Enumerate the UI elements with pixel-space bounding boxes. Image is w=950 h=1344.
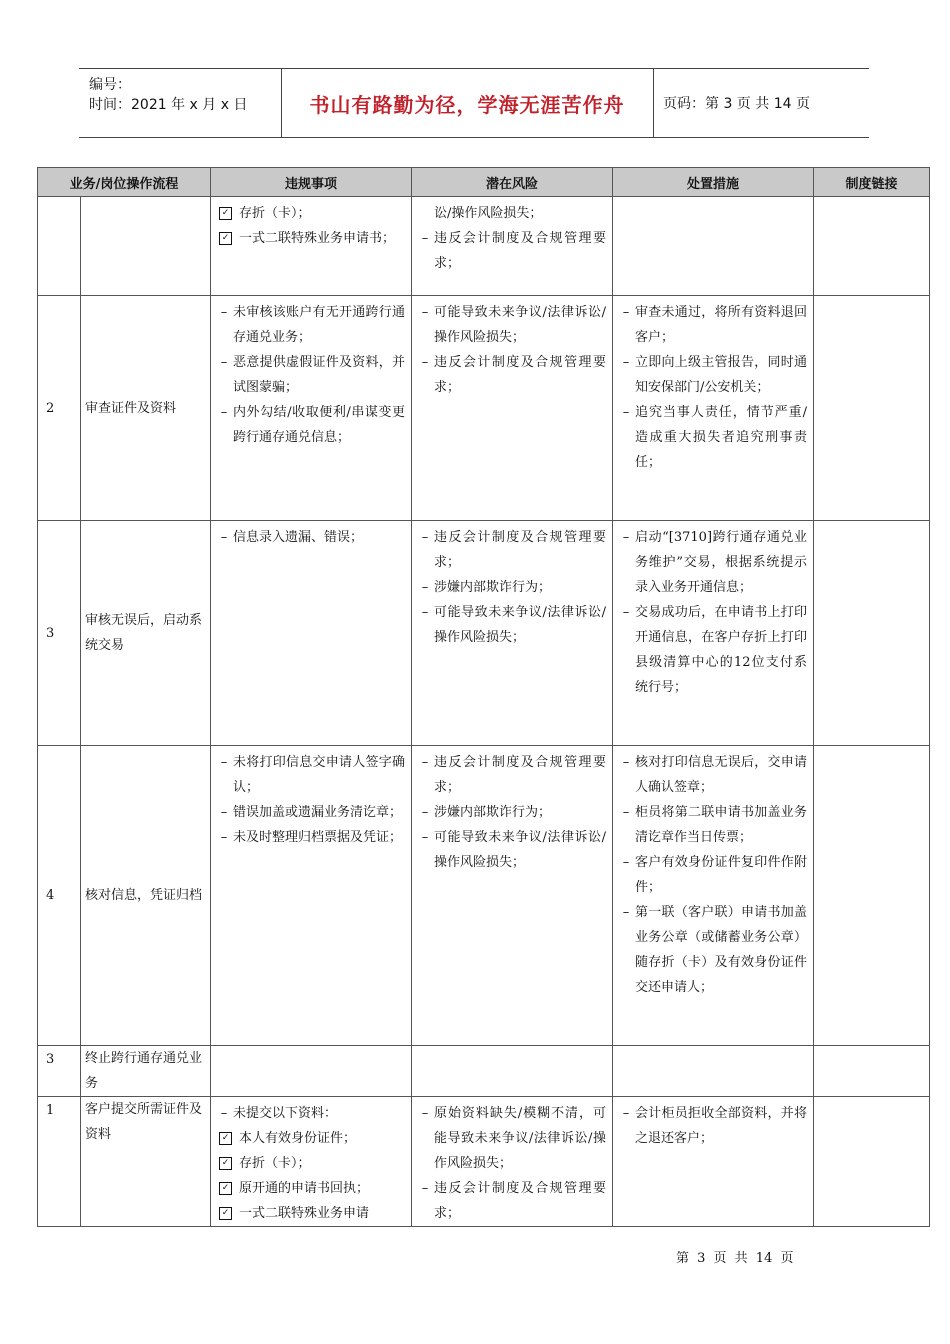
column-header-violations: 违规事项 bbox=[211, 168, 412, 197]
list-item-text: 可能导致未来争议/法律诉讼/操作风险损失； bbox=[434, 830, 606, 870]
list-item bbox=[217, 1176, 405, 1201]
measures-cell bbox=[613, 521, 814, 746]
dash-bullet-icon: – bbox=[622, 1106, 630, 1121]
process-step-cell: 审核无误后，启动系统交易 bbox=[81, 521, 211, 746]
dash-bullet-icon: – bbox=[421, 530, 429, 545]
column-header-policy-link: 制度链接 bbox=[814, 168, 930, 197]
dash-bullet-icon: – bbox=[220, 355, 228, 370]
list-item-text: 未提交以下资料： bbox=[233, 1106, 338, 1121]
dash-bullet-icon: – bbox=[220, 530, 228, 545]
table-header-row bbox=[38, 168, 930, 197]
dash-bullet-icon: – bbox=[220, 830, 228, 845]
dash-bullet-icon: – bbox=[220, 305, 228, 320]
dash-bullet-icon: – bbox=[220, 405, 228, 420]
list-item-text: 原开通的申请书回执； bbox=[239, 1181, 370, 1196]
list-item bbox=[619, 1101, 807, 1151]
list-item-text: 涉嫌内部欺诈行为； bbox=[434, 580, 552, 595]
list-item bbox=[217, 201, 405, 226]
dash-bullet-icon: – bbox=[220, 805, 228, 820]
process-step-cell: 终止跨行通存通兑业务 bbox=[81, 1046, 211, 1097]
list-item-text: 违反会计制度及合规管理要求； bbox=[434, 1181, 606, 1221]
table-row bbox=[38, 1097, 930, 1227]
policy-link-cell bbox=[814, 1046, 930, 1097]
list-item bbox=[217, 825, 405, 850]
list-item bbox=[217, 800, 405, 825]
dash-bullet-icon: – bbox=[622, 305, 630, 320]
list-item bbox=[619, 400, 807, 475]
list-item-text: 审查未通过，将所有资料退回客户； bbox=[635, 305, 807, 345]
dash-bullet-icon: – bbox=[421, 305, 429, 320]
dash-bullet-icon: – bbox=[421, 805, 429, 820]
header-page-number: 页码：第 3 页 共 14 页 bbox=[663, 96, 810, 112]
dash-bullet-icon: – bbox=[421, 231, 429, 246]
list-item bbox=[418, 226, 606, 276]
dash-bullet-icon: – bbox=[421, 830, 429, 845]
step-number-cell: 3 bbox=[38, 1046, 81, 1097]
violations-cell bbox=[211, 1097, 412, 1227]
dash-bullet-icon: – bbox=[622, 905, 630, 920]
header-meta bbox=[89, 75, 279, 115]
violations-cell bbox=[211, 746, 412, 1046]
list-item bbox=[418, 1176, 606, 1226]
dash-bullet-icon: – bbox=[220, 755, 228, 770]
list-item-text: 启动“[3710]跨行通存通兑业务维护”交易，根据系统提示录入业务开通信息； bbox=[635, 530, 807, 595]
process-step-cell: 审查证件及资料 bbox=[81, 296, 211, 521]
step-number-cell: 3 bbox=[38, 521, 81, 746]
page-footer: 第 3 页 共 14 页 bbox=[676, 1251, 794, 1266]
list-item-text: 立即向上级主管报告，同时通知安保部门/公安机关； bbox=[635, 355, 807, 395]
violations-cell bbox=[211, 1046, 412, 1097]
list-item bbox=[217, 525, 405, 550]
table-row bbox=[38, 746, 930, 1046]
checkbox-icon: ✓ bbox=[219, 1207, 232, 1220]
list-item-text: 会计柜员拒收全部资料，并将之退还客户； bbox=[635, 1106, 807, 1146]
risks-cell bbox=[412, 197, 613, 296]
list-item bbox=[217, 300, 405, 350]
list-item-text: 一式二联特殊业务申请 bbox=[239, 1206, 370, 1221]
checkbox-icon: ✓ bbox=[219, 232, 232, 245]
list-item bbox=[418, 750, 606, 800]
document-date-label: 时间：2021 年 x 月 x 日 bbox=[89, 97, 248, 113]
list-item-text: 违反会计制度及合规管理要求； bbox=[434, 530, 606, 570]
list-item bbox=[418, 300, 606, 350]
document-header bbox=[79, 68, 869, 138]
list-item bbox=[619, 800, 807, 850]
list-item bbox=[217, 350, 405, 400]
list-item bbox=[217, 1126, 405, 1151]
list-item bbox=[217, 1101, 405, 1126]
list-item bbox=[418, 600, 606, 650]
list-item bbox=[418, 825, 606, 875]
list-item bbox=[418, 525, 606, 575]
policy-link-cell bbox=[814, 197, 930, 296]
list-item bbox=[418, 350, 606, 400]
dash-bullet-icon: – bbox=[622, 755, 630, 770]
process-step-cell: 客户提交所需证件及资料 bbox=[81, 1097, 211, 1227]
risks-cell bbox=[412, 1046, 613, 1097]
list-item-text: 信息录入遗漏、错误； bbox=[233, 530, 364, 545]
list-item-text: 交易成功后，在申请书上打印开通信息，在客户存折上打印县级清算中心的12位支付系统行号； bbox=[635, 605, 807, 695]
risks-cell bbox=[412, 296, 613, 521]
table-row bbox=[38, 521, 930, 746]
measures-cell bbox=[613, 296, 814, 521]
list-item bbox=[619, 900, 807, 1000]
dash-bullet-icon: – bbox=[421, 1106, 429, 1121]
list-item bbox=[619, 850, 807, 900]
table-row bbox=[38, 296, 930, 521]
checkbox-icon: ✓ bbox=[219, 1182, 232, 1195]
risks-cell bbox=[412, 746, 613, 1046]
dash-bullet-icon: – bbox=[622, 805, 630, 820]
step-number-cell: 1 bbox=[38, 1097, 81, 1227]
list-item bbox=[418, 1101, 606, 1176]
dash-bullet-icon: – bbox=[622, 855, 630, 870]
list-item-text: 未将打印信息交申请人签字确认； bbox=[233, 755, 405, 795]
dash-bullet-icon: – bbox=[421, 605, 429, 620]
risks-cell bbox=[412, 521, 613, 746]
dash-bullet-icon: – bbox=[421, 580, 429, 595]
process-step-cell: 核对信息，凭证归档 bbox=[81, 746, 211, 1046]
list-item bbox=[217, 1151, 405, 1176]
list-item-text: 可能导致未来争议/法律诉讼/操作风险损失； bbox=[434, 605, 606, 645]
header-divider bbox=[653, 69, 654, 137]
measures-cell bbox=[613, 1097, 814, 1227]
list-item-text: 未及时整理归档票据及凭证； bbox=[233, 830, 403, 845]
list-item bbox=[418, 800, 606, 825]
process-step-cell bbox=[81, 197, 211, 296]
checkbox-icon: ✓ bbox=[219, 1132, 232, 1145]
table-row bbox=[38, 1046, 930, 1097]
step-number-cell: 4 bbox=[38, 746, 81, 1046]
list-item-text: 柜员将第二联申请书加盖业务清讫章作当日传票； bbox=[635, 805, 807, 845]
list-item-text: 存折（卡）； bbox=[239, 206, 311, 221]
list-item bbox=[619, 300, 807, 350]
dash-bullet-icon: – bbox=[220, 1106, 228, 1121]
checkbox-icon: ✓ bbox=[219, 207, 232, 220]
column-header-measures: 处置措施 bbox=[613, 168, 814, 197]
table-row bbox=[38, 197, 930, 296]
dash-bullet-icon: – bbox=[622, 355, 630, 370]
column-header-risks: 潜在风险 bbox=[412, 168, 613, 197]
dash-bullet-icon: – bbox=[622, 530, 630, 545]
list-item-text: 未审核该账户有无开通跨行通存通兑业务； bbox=[233, 305, 405, 345]
list-item bbox=[217, 750, 405, 800]
list-item-text: 错误加盖或遗漏业务清讫章； bbox=[233, 805, 403, 820]
dash-bullet-icon: – bbox=[421, 355, 429, 370]
header-motto: 书山有路勤为径，学海无涯苦作舟 bbox=[309, 92, 625, 117]
list-item bbox=[619, 350, 807, 400]
violations-cell bbox=[211, 521, 412, 746]
policy-link-cell bbox=[814, 1097, 930, 1227]
policy-link-cell bbox=[814, 521, 930, 746]
checkbox-icon: ✓ bbox=[219, 1157, 232, 1170]
column-header-process: 业务/岗位操作流程 bbox=[38, 168, 211, 197]
list-item-text: 可能导致未来争议/法律诉讼/操作风险损失； bbox=[434, 305, 606, 345]
list-item bbox=[418, 575, 606, 600]
list-item-text: 讼/操作风险损失； bbox=[434, 206, 543, 221]
list-item-text: 违反会计制度及合规管理要求； bbox=[434, 355, 606, 395]
policy-link-cell bbox=[814, 746, 930, 1046]
list-item-text: 本人有效身份证件； bbox=[239, 1131, 357, 1146]
list-item-text: 违反会计制度及合规管理要求； bbox=[434, 755, 606, 795]
list-item bbox=[217, 1201, 405, 1226]
measures-cell bbox=[613, 197, 814, 296]
list-item-text: 第一联（客户联）申请书加盖业务公章（或储蓄业务公章）随存折（卡）及有效身份证件交还申请人； bbox=[635, 905, 807, 995]
list-item-text: 违反会计制度及合规管理要求； bbox=[434, 231, 606, 271]
dash-bullet-icon: – bbox=[421, 755, 429, 770]
list-item-text: 核对打印信息无误后，交申请人确认签章； bbox=[635, 755, 807, 795]
list-item bbox=[619, 600, 807, 700]
list-item bbox=[217, 400, 405, 450]
list-item-text: 涉嫌内部欺诈行为； bbox=[434, 805, 552, 820]
list-item-text: 内外勾结/收取便利/串谋变更跨行通存通兑信息； bbox=[233, 405, 405, 445]
list-item bbox=[418, 201, 606, 226]
policy-link-cell bbox=[814, 296, 930, 521]
list-item-text: 追究当事人责任，情节严重/造成重大损失者追究刑事责任； bbox=[635, 405, 807, 470]
measures-cell bbox=[613, 1046, 814, 1097]
list-item-text: 存折（卡）； bbox=[239, 1156, 311, 1171]
list-item-text: 原始资料缺失/模糊不清，可能导致未来争议/法律诉讼/操作风险损失； bbox=[434, 1106, 606, 1171]
process-risk-table bbox=[37, 167, 930, 1227]
violations-cell bbox=[211, 197, 412, 296]
dash-bullet-icon: – bbox=[421, 1181, 429, 1196]
list-item-text: 一式二联特殊业务申请书； bbox=[239, 231, 396, 246]
list-item-text: 恶意提供虚假证件及资料，并试图蒙骗； bbox=[233, 355, 405, 395]
document-number-label: 编号： bbox=[89, 77, 131, 93]
list-item bbox=[619, 750, 807, 800]
measures-cell bbox=[613, 746, 814, 1046]
step-number-cell bbox=[38, 197, 81, 296]
dash-bullet-icon: – bbox=[622, 605, 630, 620]
dash-bullet-icon: – bbox=[622, 405, 630, 420]
list-item bbox=[619, 525, 807, 600]
list-item bbox=[217, 226, 405, 251]
list-item-text: 客户有效身份证件复印件作附件； bbox=[635, 855, 807, 895]
violations-cell bbox=[211, 296, 412, 521]
step-number-cell: 2 bbox=[38, 296, 81, 521]
risks-cell bbox=[412, 1097, 613, 1227]
